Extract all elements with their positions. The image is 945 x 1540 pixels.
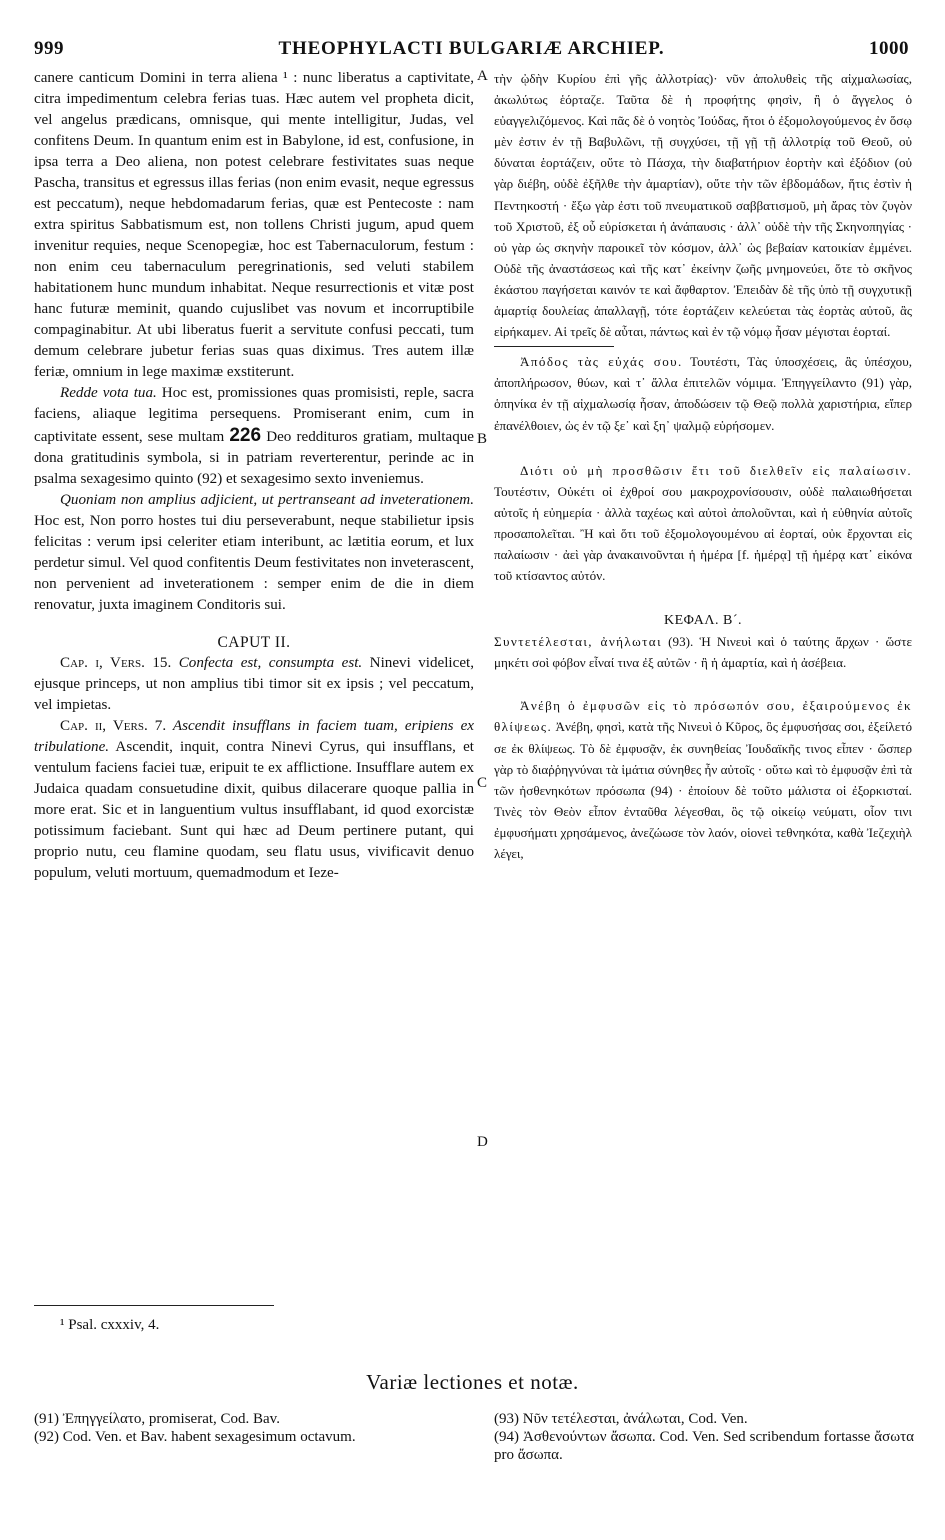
latin-paragraph: [34, 490, 474, 616]
lemma: Συντετέλεσται, ἀνήλωται: [494, 634, 662, 650]
margin-mark-a: A: [477, 68, 488, 84]
greek-paragraph: [494, 351, 912, 435]
lemma: Redde vota tua.: [60, 385, 157, 401]
greek-paragraph: [494, 631, 912, 673]
lemma: Ἀνέβη ὁ ἐμφυσῶν εἰς τὸ πρόσωπόν σου, ἐξαιρούμενος ἐκ θλίψεως.: [494, 698, 912, 735]
footnote-rule: [34, 1305, 274, 1306]
lemma: Ascendit insufflans in faciem tuam, eripiens ex tribulatione.: [34, 718, 474, 755]
note-item: (91) Ἐπηγγείλατο, promiserat, Cod. Bav.: [34, 1411, 280, 1427]
latin-paragraph: [34, 68, 474, 383]
page-number-left: 999: [34, 38, 64, 59]
greek-paragraph: [494, 460, 912, 587]
greek-paragraph: [494, 68, 912, 342]
latin-paragraph: [34, 716, 474, 884]
note-item: (93) Νῦν τετέλεσται, ἀνάλωται, Cod. Ven.: [494, 1411, 748, 1427]
margin-mark-c: C: [477, 775, 488, 791]
latin-text: Hoc est, Non porro hostes tui diu perseverabunt, neque stabilietur ipsis felicitas : verum ipsi celeriter etiam interibunt, ac lætitia eorum, et lux perdetur simul. Vel quod confitentis Deum festivitates non inveterascent, non pervenient ad inveterationem : semper enim de die in diem renovatur, juxta imaginem Conditoris sui.: [34, 513, 474, 613]
lemma: Quoniam non amplius adjicient, ut pertranseant ad inveterationem.: [60, 492, 474, 508]
running-header: [34, 38, 909, 66]
latin-text: Ascendit, inquit, contra Ninevi Cyrus, qui insufflans, et ventulum faciens faciei tuæ, eripuit te ex afflictione. Insufflare autem ex Judaica quadam consuetudine dixit, quibus dilacerare quoque pallia in more erat. Sic et in languentium vultus insufflabant, id quod exorcistæ potissimum faciebant. Sunt qui hæc ad Deum pertinere putant, qui proprio nutu, ceu flamine quodam, seu flatu usus, vivificavit denuo populum, veluti mortuum, quemadmodum et Ieze-: [34, 739, 474, 881]
note-item: (94) Ἀσθενούντων ἄσωπα. Cod. Ven. Sed scribendum fortasse ἄσωτα pro ἄσωπα.: [494, 1429, 914, 1463]
greek-column: [494, 68, 912, 864]
latin-text: canere canticum Domini in terra aliena ¹ : nunc liberatus a captivitate, citra impedimentum celebra ferias tuas. Hæc autem vel propheta dicit, vel angelus prædicans, omnisque, qui mente intelligitur, Judas, vel confitens Deum. In quantum enim est in Babylone, id est, confusione, in ipsa terra a Deo aliena, non potest celebrare festivitates suas neque Pascha, transitus et egressus illas ferias (non enim evasit, neque egressus est peccatum), neque hebdomadarum ferias, quæ est Pentecoste : nam extra spiritus Sabbatismum est, non tollens Christi jugum, apud quem invenitur requies, neque Scenopegiæ, hoc est Tabernaculorum, festum : non enim ceu tabernaculum peregrinationis, sed veluti stabilem habitationem hunc mundum inhabitat. Neque resurrectionis et vitæ post hanc futuræ meminit, quando cujuslibet vas novum et incorruptibile compaginabitur. At ubi liberatus fuerit a servitute confusi peccati, tum demum celebrare jubetur ferias suas quas diximus. Tres autem illæ feriæ, omnium in lege maximæ exstiterunt.: [34, 70, 474, 380]
chapter-heading: ΚΕΦΑΛ. Β´.: [664, 613, 742, 629]
greek-paragraph: [494, 695, 912, 864]
running-title: THEOPHYLACTI BULGARIÆ ARCHIEP.: [278, 38, 665, 59]
margin-mark-b: B: [477, 431, 488, 447]
greek-text: Τουτέστι, Τὰς ὑποσχέσεις, ἃς ὑπέσχου, ἀποπλήρωσον, θύων, καὶ τ᾽ ἄλλα ἐπιτελῶν νόμιμα. Ἐπηγγείλαντο (91) γὰρ, ὁπηνίκα ἐν τῇ αἰχμαλωσίᾳ ἦσαν, ἀποδώσειν τῷ Θεῷ πολλὰ χαριστήρια, εἴπερ ἐπανέλθοιεν, ὡς ἐν τῷ ξε᾽ καὶ ξη᾽ ψαλμῷ εὑρήσομεν.: [494, 354, 912, 433]
column-number: 226: [229, 425, 262, 446]
latin-text: Hoc est, promissiones quas promisisti, reple, sacra faciens, aliaque legitima persequens. Promiserant enim, cum in captivitate essent, sese multam: [34, 385, 474, 445]
lemma: Ἀπόδος τὰς εὐχάς σου.: [520, 354, 683, 370]
notes-left: [34, 1410, 474, 1446]
verse-reference: Cap. ii, Vers. 7.: [60, 718, 167, 734]
latin-column: [34, 68, 474, 884]
lemma: Διότι οὐ μὴ προσθῶσιν ἔτι τοῦ διελθεῖν εἰς παλαίωσιν.: [520, 462, 912, 478]
greek-text: Ἀνέβη, φησὶ, κατὰ τῆς Νινευὶ ὁ Κῦρος, ὃς ἐμφυσήσας σοι, ἐξείλετό σε ἐκ θλίψεως. Τὸ δὲ ἐμφυσᾷν, ἐκ συνηθείας Ἰουδαϊκῆς τινος εἶπεν · ὥσπερ γὰρ τὸ διαῤῥηγνύναι τὰ ἱμάτια σύνηθες ἦν αὐτοῖς · οὕτω καὶ τὸ ἐμφυσᾷν ἐπὶ τὰ τῶν ἠσθενηκότων πρόσωπα (94) · ἐποίουν δὲ τοῦτο μάλιστα οἱ ἐξορκισταί. Τινὲς τὸν Θεὸν εἶπον ἐνταῦθα λέγεσθαι, ὃς τῷ οἰκείῳ νεύματι, οἷον τινι ἐμφυσήματι χρησάμενος, ἀνεζώωσε τὸν λαόν, οἱονεὶ τεθνηκότα, καθὰ Ἰεζεχιὴλ λέγει,: [494, 719, 912, 861]
divider: [494, 346, 614, 347]
notes-right: [494, 1410, 914, 1464]
greek-text: (93). Ἡ Νινευὶ καὶ ὁ ταύτης ἄρχων · ὥστε μηκέτι σοὶ φόβον εἶναί τινα ἐξ αὐτῶν · ἢ ἡ ἁμαρτία, καὶ ἡ ἀσέβεια.: [494, 634, 912, 671]
footnote: ¹ Psal. cxxxiv, 4.: [60, 1317, 160, 1333]
page-number-right: 1000: [869, 38, 909, 59]
latin-text: Ninevi videlicet, ejusque princeps, ut non amplius tibi timor sit ex ipsis ; vel peccatum, vel impietas.: [34, 655, 474, 713]
latin-paragraph: [34, 653, 474, 716]
verse-reference: Cap. i, Vers. 15.: [60, 655, 172, 671]
latin-paragraph: [34, 383, 474, 490]
greek-text: τὴν ᾠδὴν Κυρίου ἐπὶ γῆς ἀλλοτρίας)· νῦν ἀπολυθεὶς τῆς αἰχμαλωσίας, ἀκωλύτως ἑόρταζε. Ταῦτα δὲ ἡ προφήτης φησὶν, ἢ ὁ ἄγγελος ὁ εὐαγγελιζόμενος. Καὶ πᾶς δὲ ὁ νοητὸς Ἰούδας, ἤτοι ὁ ἐξομολογούμενος ἐν ὅσῳ μὲν ἐστιν ἐν τῇ Βαβυλῶνι, τῇ συγχύσει, τῇ γῇ τῇ ἀλλοτρίᾳ τοῦ Θεοῦ, οὐ δύναται ἑορτάζειν, οὔτε τὸ Πάσχα, τὴν διαβατήριον ἑορτὴν καὶ ἐξόδιον (οὐ γὰρ διέβη, οὐδὲ ἐξῆλθε τὴν ἁμαρτίαν), οὔτε τὴν τῶν ἑβδομάδων, ἥτις ἐστὶν ἡ Πεντηκοστή · ἔξω γὰρ ἐστι τοῦ πνευματικοῦ σαββατισμοῦ, μὴ ἄρας τὸν ζυγὸν τοῦ Χριστοῦ, ἐξ οὗ εὑρίσκεται ἡ ἀνάπαυσις · ἀλλ᾽ οὐδὲ τὴν τῆς Σκηνοπηγίας · οὐ γὰρ ὡς σκηνὴν παροικεῖ τὸν κόσμον, ἀλλ᾽ ὡς βεβαίαν κατοικίαν ἐμμένει. Οὐδὲ τῆς ἀναστάσεως καὶ τῆς κατ᾽ ἐκείνην ζωῆς μνημονεύει, ὅτε τὸ σκῆνος ἑκάστου παγήσεται καινόν τε καὶ ἄφθαρτον. Ἐπειδὰν δὲ τῆς ὑπὸ τῇ συγχυτικῇ ἁμαρτίᾳ δουλείας ἀπαλλαγῇ, τότε ἑορτάζειν κελεύεται τὰς ἑορτὰς αὐτοῦ, ἃς εἰρήκαμεν. Αἱ τρεῖς δὲ αὗται, πάντως καὶ ἐν τῷ νόμῳ ἦσαν μέγισται ἑορταί.: [494, 71, 912, 340]
note-item: (92) Cod. Ven. et Bav. habent sexagesimum octavum.: [34, 1429, 356, 1445]
latin-text: Deo reddituros gratiam, multaque dona gratitudinis symbola, si in patriam reverterentur, perinde ac in psalma sexagesimo quinto (92) et sexagesimo sexto inveniemus.: [34, 429, 474, 487]
margin-mark-d: D: [477, 1134, 488, 1150]
variae-heading: Variæ lectiones et notæ.: [366, 1370, 579, 1394]
greek-text: Τουτέστιν, Οὐκέτι οἱ ἐχθροί σου μακροχρονίσουσιν, οὐδὲ παλαιωθήσεται αὐτοῖς ἡ εὐημερία · ἀλλὰ ταχέως καὶ αὐτοὶ ἀπολοῦνται, καὶ ἡ εὐθηνία αὐτοῖς προσαπολεῖται. Ἢ καὶ ὅτι τοῦ ἐξομολογουμένου αἱ ἑορταί, οὐκ ἔρχονται εἰς παλαίωσιν · ἀεὶ γὰρ ἀνακαινοῦνται ἡ ἡμέρα [f. ἡμέρᾳ] τῇ ἡμέρᾳ κατ᾽ εἰκόνα τοῦ κτίσαντος αὐτόν.: [494, 483, 912, 584]
chapter-heading: CAPUT II.: [217, 634, 291, 651]
lemma: Confecta est, consumpta est.: [171, 655, 363, 671]
